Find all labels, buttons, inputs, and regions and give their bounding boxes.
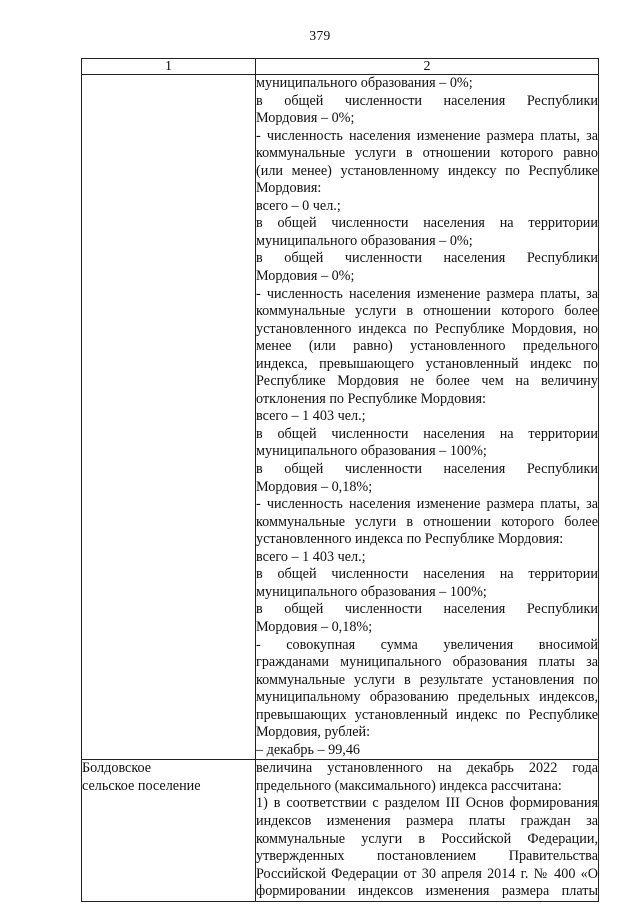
description-text-line: коммунальные услуги в отношении которого равно xyxy=(256,145,598,162)
municipality-cell xyxy=(82,75,256,760)
description-text-line: в общей численности населения Республики xyxy=(256,250,598,267)
description-text-line: менее (или равно) установленного предельного xyxy=(256,338,598,355)
description-text-line: индекса, превышающего установленный индекс по xyxy=(256,355,598,372)
description-text-line: Российской Федерации от 30 апреля 2014 г. № 400 «О xyxy=(256,865,598,882)
description-text-line: превышающих установленный индекс по Республике xyxy=(256,706,598,723)
description-text-line: всего – 1 403 чел.; xyxy=(256,408,366,425)
table-row xyxy=(82,75,599,760)
description-text-line: муниципального образования – 0%; xyxy=(256,75,473,91)
description-text-line: Мордовия – 0,18%; xyxy=(256,478,373,495)
description-text-line: (или менее) установленному индексу по Республике xyxy=(256,162,598,179)
description-text-line: коммунальные услуги в результате установления по xyxy=(256,671,598,688)
description-text-line: - численность населения изменение размера платы, за xyxy=(256,285,598,302)
description-text-line: величина установленного на декабрь 2022 года xyxy=(256,760,598,777)
column-header-2: 2 xyxy=(256,59,599,75)
description-text-line: 1) в соответствии с разделом III Основ формирования xyxy=(256,795,598,812)
description-text-line: в общей численности населения Республики xyxy=(256,461,598,478)
description-text-line: в общей численности населения на территории xyxy=(256,566,598,583)
municipality-name-line: сельское поселение xyxy=(82,777,201,794)
description-text-line: предельного (максимального) индекса рассчитана: xyxy=(256,777,562,794)
description-text-line: коммунальные услуги в Российской Федерации, xyxy=(256,830,598,847)
description-text-line: – декабрь – 99,46 xyxy=(256,741,361,758)
description-cell xyxy=(256,760,599,901)
description-text-line: утвержденных постановлением Правительства xyxy=(256,848,598,865)
description-text-line: в общей численности населения Республики xyxy=(256,601,598,618)
table-body xyxy=(82,75,599,902)
table-row xyxy=(82,760,599,901)
document-table xyxy=(81,58,599,902)
municipality-name-line: Болдовское xyxy=(82,760,152,777)
description-text-line: коммунальные услуги в отношении которого более xyxy=(256,513,598,530)
description-text-line: - совокупная сумма увеличения вносимой xyxy=(256,636,598,653)
description-text-line: в общей численности населения Республики xyxy=(256,92,598,109)
description-text-line: гражданами муниципального образования платы за xyxy=(256,654,598,671)
description-text-line: коммунальные услуги в отношении которого более xyxy=(256,303,598,320)
description-text-line: муниципального образования – 100%; xyxy=(256,443,487,460)
description-text-line: муниципальному образованию предельных индексов, xyxy=(256,689,598,706)
description-text-line: индексов изменения размера платы граждан за xyxy=(256,812,598,829)
table-header-row xyxy=(82,59,599,75)
description-text-line: в общей численности населения на территории xyxy=(256,425,598,442)
description-text-line: муниципального образования – 100%; xyxy=(256,583,487,600)
description-text-line: Мордовия: xyxy=(256,180,322,197)
description-text-line: установленного индекса по Республике Мордовия: xyxy=(256,531,564,548)
description-text-line: всего – 1 403 чел.; xyxy=(256,548,366,565)
description-text-line: - численность населения изменение размера платы, за xyxy=(256,127,598,144)
description-text-line: всего – 0 чел.; xyxy=(256,197,341,214)
description-text-line: в общей численности населения на территории xyxy=(256,215,598,232)
description-text-line: Мордовия – 0%; xyxy=(256,110,355,127)
description-text-line: муниципального образования – 0%; xyxy=(256,232,473,249)
municipality-cell xyxy=(82,760,256,901)
description-text-line: установленного индекса по Республике Мордовия, но xyxy=(256,320,598,337)
description-text-line: Мордовия, рублей: xyxy=(256,724,371,741)
description-text-line: отклонения по Республике Мордовия: xyxy=(256,390,486,407)
description-text-line: Республике Мордовия не более чем на величину xyxy=(256,373,598,390)
page-number: 379 xyxy=(309,28,331,43)
description-text-line: - численность населения изменение размера платы, за xyxy=(256,496,598,513)
description-text-line: Мордовия – 0%; xyxy=(256,268,355,285)
description-text-line: Мордовия – 0,18%; xyxy=(256,618,373,635)
description-cell xyxy=(256,75,599,760)
column-header-1: 1 xyxy=(82,59,256,75)
description-text-line: формировании индексов изменения размера платы xyxy=(256,883,598,900)
